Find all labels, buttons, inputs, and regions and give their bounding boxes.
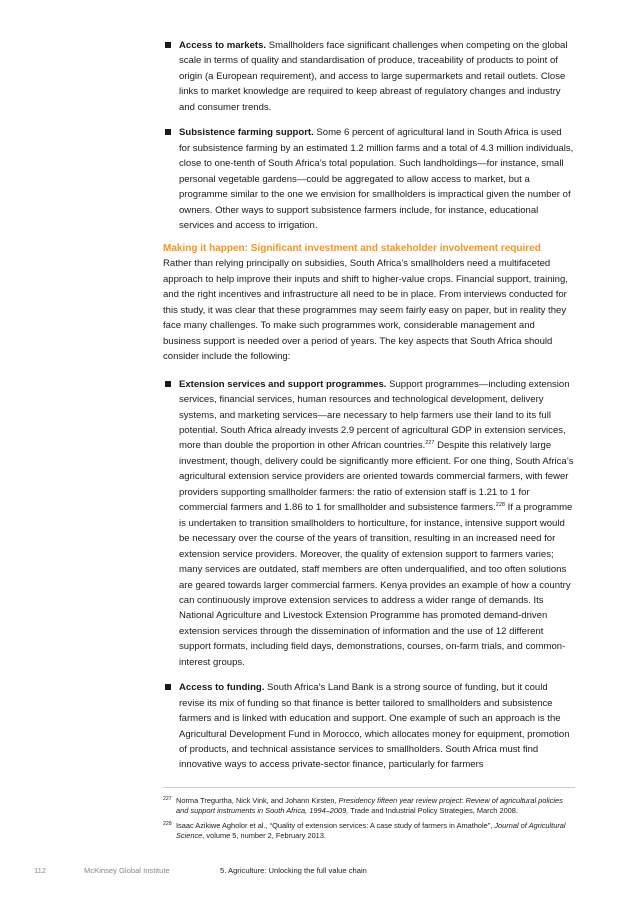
bullet-square-icon: [165, 42, 171, 48]
footer-publisher: McKinsey Global Institute: [84, 866, 170, 875]
bullet-square-icon: [165, 684, 171, 690]
footnote-number: 227: [163, 796, 172, 802]
footnote-228: [163, 821, 575, 842]
footnote-text: Trade and Industrial Policy Strategies, March 2008.: [348, 806, 518, 816]
bullet-subsistence-farming: [163, 125, 575, 233]
bullet-lead: Access to funding.: [179, 682, 265, 694]
footnote-ref[interactable]: 228: [495, 502, 505, 509]
footer-chapter: 5. Agriculture: Unlocking the full value chain: [220, 866, 367, 875]
bullet-lead: Access to markets.: [179, 40, 267, 51]
main-column: [163, 38, 575, 783]
footnote-title: Presidency fifteen year review project: Review of agricultural policies and support instruments in South Africa, 1994–2009,: [176, 796, 563, 816]
bullet-text: Support programmes—including extension services, financial services, human resources and technological development, delivery systems, and marketing services—are necessary to help farmers use their land to its full potential. South Africa already invests 2.9 percent of agricultural GDP in extension services, more than double the proportion in other African countries.: [179, 378, 570, 452]
bullet-text: Smallholders face significant challenges when competing on the global scale in terms of quality and standardisation of produce, traceability of products to point of origin (a European requirement), and access to large supermarkets and retail outlets. Close links to market knowledge are required to keep abreast of regulatory changes and industry and consumer trends.: [179, 40, 568, 113]
bullet-text: South Africa’s Land Bank is a strong source of funding, but it could revise its mix of funding so that finance is better tailored to smallholders and subsistence farmers and is linked with education and support. One example of such an approach is the Agricultural Development Fund in Morocco, which allocates money for equipment, promotion of products, and technical assistance services to smallholders. South Africa must find innovative ways to access private-sector finance, particularly for farmers: [179, 682, 570, 771]
bullet-square-icon: [165, 129, 171, 135]
bullet-lead: Extension services and support programmes.: [179, 378, 387, 390]
bullet-lead: Subsistence farming support.: [179, 127, 314, 139]
bullet-text: If a programme is undertaken to transition smallholders to horticulture, for instance, intensive support would be necessary over the course of the years of transition, resulting in an increased need for extension service providers. Moreover, the quality of extension support to farmers varies; many services are outdated, staff members are often underqualified, and too often solutions are geared towards larger commercial farmers. Kenya provides an example of how a country can continuously improve extension services to address a wider range of demands. Its National Agriculture and Livestock Extension Programme has promoted demand-driven extension services through the dissemination of information and the use of 12 different support formats, including field days, demonstrations, courses, on-farm trials, and common-interest groups.: [179, 502, 573, 668]
footnote-text: , volume 5, number 2, February 2013.: [202, 831, 326, 841]
footnotes: [163, 796, 575, 846]
section-heading: Making it happen: Significant investment and stakeholder involvement required: [163, 243, 541, 255]
bullet-access-to-markets: [163, 38, 575, 115]
section-paragraph: Rather than relying principally on subsidies, South Africa’s smallholders need a multifaceted approach to help improve their inputs and shift to higher-value crops. Financial support, training, and the right incentives and infrastructure all need to be in place. From interviews conducted for this study, it was clear that these programmes may seem fairly easy on paper, but in reality they face many challenges. To make such programmes work, considerable management and business support is needed over a period of years. The key aspects that South Africa should consider include the following:: [163, 258, 568, 363]
footnote-number: 228: [163, 820, 172, 827]
bullet-square-icon: [165, 381, 171, 387]
bullet-extension-services: [163, 377, 575, 671]
footnote-divider: [163, 787, 575, 788]
footnote-ref[interactable]: 227: [425, 440, 435, 447]
bullet-text: Some 6 percent of agricultural land in South Africa is used for subsistence farming by an estimated 1.2 million farms and a total of 4.3 million individuals, close to one-tenth of South Africa’s total population. Such landholdings—for instance, small personal vegetable gardens—could be aggregated to allow access to market, but a programme similar to the one we envision for smallholders is impractical given the number of owners. Other ways to support subsistence farmers include, for instance, educational services and access to irrigation.: [179, 127, 574, 231]
page-number: 112: [34, 866, 47, 875]
bullet-text: Despite this relatively large investment, though, delivery could be significantly more efficient. For one thing, South Africa’s agricultural extension service providers are oriented towards commercial farmers, with fewer providers supporting smallholder farmers: the ratio of extension staff is 1.21 to 1 for commercial farmers and 1.86 to 1 for smallholder and subsistence farmers.: [179, 440, 574, 514]
footnote-text: Isaac Azikiwe Agholor et al., “Quality of extension services: A case study of farmers in Amathole”,: [176, 820, 495, 830]
footnote-227: [163, 796, 575, 817]
bullet-access-to-funding: [163, 680, 575, 773]
footnote-text: Norma Tregurtha, Nick Vink, and Johann Kirsten,: [176, 796, 339, 805]
footnote-title: Journal of Agricultural Science: [176, 820, 566, 841]
